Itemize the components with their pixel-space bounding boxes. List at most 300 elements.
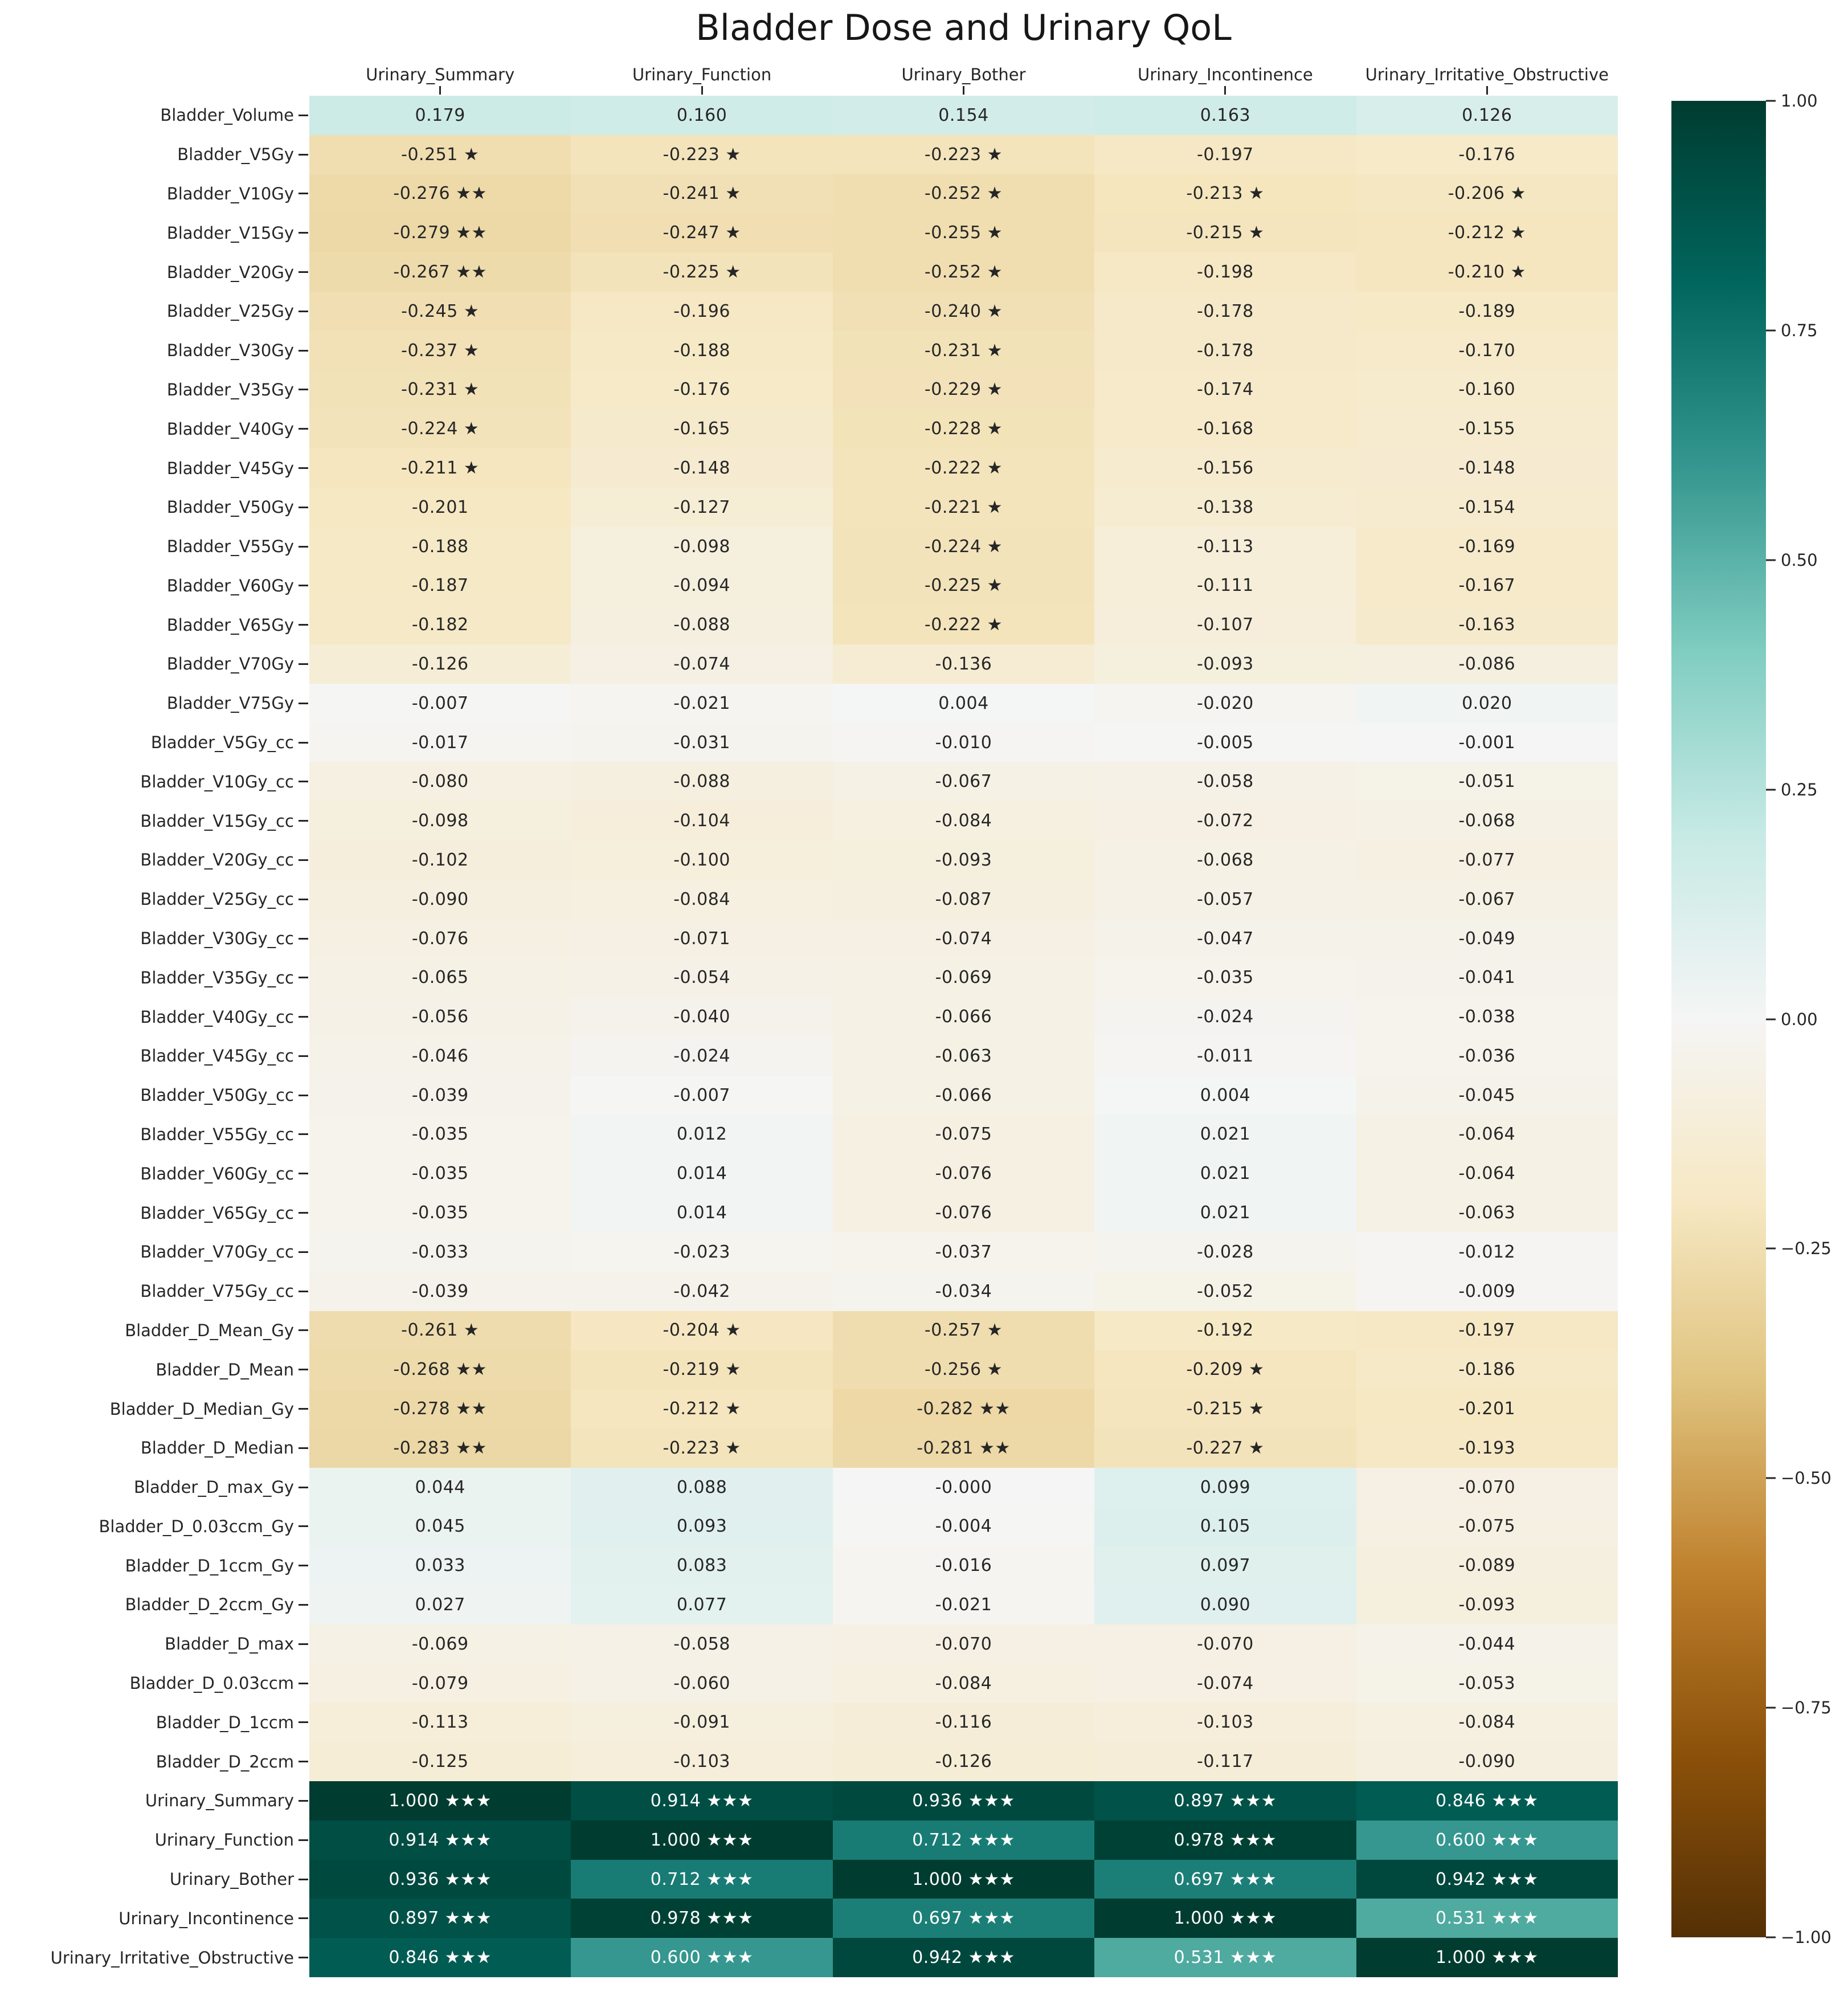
heatmap-cell: -0.076 xyxy=(833,1193,1094,1232)
heatmap-cell: -0.091 xyxy=(571,1703,832,1742)
heatmap-cell: -0.052 xyxy=(1094,1272,1356,1311)
heatmap-cell: -0.224 ★ xyxy=(309,409,571,448)
colorbar-tick-label: −0.75 xyxy=(1781,1698,1831,1718)
heatmap-cell: -0.058 xyxy=(1094,762,1356,801)
heatmap-cell: -0.193 xyxy=(1356,1428,1618,1468)
heatmap-cell: -0.104 xyxy=(571,801,832,840)
row-label: Bladder_V55Gy xyxy=(166,537,294,557)
heatmap-cell: -0.035 xyxy=(1094,958,1356,997)
heatmap-cell: 0.846 ★★★ xyxy=(309,1938,571,1977)
heatmap-cell: -0.163 xyxy=(1356,605,1618,644)
heatmap-cell: -0.222 ★ xyxy=(833,448,1094,488)
heatmap-cell: -0.251 ★ xyxy=(309,135,571,174)
heatmap-cell: -0.170 xyxy=(1356,331,1618,370)
heatmap-cell: -0.187 xyxy=(309,566,571,605)
y-axis-tick xyxy=(299,899,308,900)
y-axis-tick xyxy=(299,1133,308,1135)
heatmap-cell: -0.058 xyxy=(571,1624,832,1664)
heatmap-cell: -0.074 xyxy=(571,644,832,684)
heatmap-cell: -0.084 xyxy=(571,880,832,919)
heatmap-cell: -0.201 xyxy=(1356,1389,1618,1428)
row-label: Bladder_V10Gy xyxy=(166,183,294,203)
heatmap-cell: -0.103 xyxy=(571,1742,832,1781)
heatmap-cell: -0.038 xyxy=(1356,997,1618,1036)
heatmap-cell: -0.028 xyxy=(1094,1232,1356,1272)
heatmap-cell: -0.206 ★ xyxy=(1356,174,1618,214)
heatmap-cell: -0.209 ★ xyxy=(1094,1350,1356,1389)
heatmap-cell: -0.169 xyxy=(1356,527,1618,566)
heatmap-cell: 0.600 ★★★ xyxy=(571,1938,832,1977)
heatmap-cell: -0.004 xyxy=(833,1507,1094,1546)
heatmap-cell: 0.978 ★★★ xyxy=(571,1899,832,1938)
heatmap-cell: -0.077 xyxy=(1356,840,1618,880)
heatmap-cell: -0.126 xyxy=(309,644,571,684)
row-label: Bladder_V5Gy_cc xyxy=(150,733,294,753)
heatmap-cell: -0.215 ★ xyxy=(1094,1389,1356,1428)
heatmap-cell: -0.049 xyxy=(1356,919,1618,958)
heatmap-cell: -0.224 ★ xyxy=(833,527,1094,566)
heatmap-cell: -0.056 xyxy=(309,997,571,1036)
heatmap-cell: -0.148 xyxy=(571,448,832,488)
row-label: Bladder_D_0.03ccm_Gy xyxy=(99,1516,294,1536)
heatmap-cell: -0.279 ★★ xyxy=(309,213,571,252)
y-axis-tick xyxy=(299,311,308,312)
y-axis-tick xyxy=(299,1095,308,1096)
heatmap-cell: 0.942 ★★★ xyxy=(833,1938,1094,1977)
colorbar-tick xyxy=(1766,1937,1776,1938)
row-label: Bladder_V75Gy_cc xyxy=(140,1281,294,1301)
heatmap-cell: 0.160 xyxy=(571,96,832,135)
heatmap-cell: -0.035 xyxy=(309,1154,571,1193)
heatmap-cell: 0.531 ★★★ xyxy=(1356,1899,1618,1938)
row-labels xyxy=(0,96,294,1977)
heatmap-cell: -0.261 ★ xyxy=(309,1311,571,1350)
heatmap-cell: -0.136 xyxy=(833,644,1094,684)
y-axis-tick xyxy=(299,820,308,822)
heatmap-cell: -0.245 ★ xyxy=(309,292,571,331)
heatmap-cell: -0.155 xyxy=(1356,409,1618,448)
y-axis-tick xyxy=(299,1016,308,1018)
heatmap-cell: -0.023 xyxy=(571,1232,832,1272)
heatmap-cell: -0.000 xyxy=(833,1468,1094,1507)
heatmap-cell: -0.037 xyxy=(833,1232,1094,1272)
y-axis-tick xyxy=(299,1643,308,1645)
heatmap-cell: -0.024 xyxy=(571,1036,832,1076)
heatmap-cell: 1.000 ★★★ xyxy=(1356,1938,1618,1977)
heatmap-cell: -0.227 ★ xyxy=(1094,1428,1356,1468)
heatmap-cell: -0.071 xyxy=(571,919,832,958)
heatmap-cell: -0.089 xyxy=(1356,1546,1618,1585)
heatmap-cell: -0.093 xyxy=(833,840,1094,880)
colorbar-tick xyxy=(1766,1248,1776,1250)
heatmap-cell: -0.040 xyxy=(571,997,832,1036)
heatmap-cell: -0.090 xyxy=(309,880,571,919)
heatmap-cell: 0.004 xyxy=(1094,1076,1356,1115)
heatmap-cell: -0.196 xyxy=(571,292,832,331)
heatmap-cell: -0.068 xyxy=(1356,801,1618,840)
heatmap-cell: -0.093 xyxy=(1356,1585,1618,1624)
colorbar-tick-label: 1.00 xyxy=(1781,91,1818,111)
heatmap-cell: 0.020 xyxy=(1356,684,1618,723)
heatmap-cell: -0.241 ★ xyxy=(571,174,832,214)
row-label: Bladder_V15Gy xyxy=(166,223,294,243)
heatmap-cell: -0.252 ★ xyxy=(833,174,1094,214)
heatmap-cell: -0.088 xyxy=(571,605,832,644)
heatmap-cell: -0.098 xyxy=(309,801,571,840)
heatmap-cell: 0.154 xyxy=(833,96,1094,135)
heatmap-cell: -0.033 xyxy=(309,1232,571,1272)
heatmap-cell: -0.165 xyxy=(571,409,832,448)
heatmap-cell: -0.229 ★ xyxy=(833,370,1094,410)
heatmap-cell: -0.075 xyxy=(833,1115,1094,1154)
heatmap-cell: -0.116 xyxy=(833,1703,1094,1742)
heatmap-cell: 0.897 ★★★ xyxy=(1094,1781,1356,1821)
row-label: Bladder_D_Mean_Gy xyxy=(125,1320,294,1340)
row-label: Bladder_V65Gy xyxy=(166,615,294,635)
heatmap-cell: -0.094 xyxy=(571,566,832,605)
heatmap-cell: -0.178 xyxy=(1094,292,1356,331)
heatmap-cell: 0.531 ★★★ xyxy=(1094,1938,1356,1977)
heatmap-cell: 0.942 ★★★ xyxy=(1356,1860,1618,1899)
heatmap-cell: -0.231 ★ xyxy=(309,370,571,410)
row-label: Bladder_D_1ccm xyxy=(156,1712,294,1732)
heatmap-cell: -0.088 xyxy=(571,762,832,801)
heatmap-cell: -0.188 xyxy=(309,527,571,566)
heatmap-cell: -0.283 ★★ xyxy=(309,1428,571,1468)
heatmap-cell: -0.237 ★ xyxy=(309,331,571,370)
row-label: Bladder_V45Gy_cc xyxy=(140,1046,294,1066)
y-axis-tick xyxy=(299,703,308,704)
heatmap-cell: -0.054 xyxy=(571,958,832,997)
heatmap-cell: -0.219 ★ xyxy=(571,1350,832,1389)
heatmap-cell: -0.076 xyxy=(309,919,571,958)
y-axis-tick xyxy=(299,1369,308,1370)
heatmap-cell: -0.223 ★ xyxy=(833,135,1094,174)
heatmap-cell: 0.712 ★★★ xyxy=(571,1860,832,1899)
heatmap-cell: -0.076 xyxy=(833,1154,1094,1193)
heatmap-cell: 0.088 xyxy=(571,1468,832,1507)
row-label: Urinary_Bother xyxy=(169,1870,294,1889)
y-axis-tick xyxy=(299,350,308,352)
heatmap-cell: 1.000 ★★★ xyxy=(571,1821,832,1860)
heatmap-cell: 0.163 xyxy=(1094,96,1356,135)
column-header: Urinary_Incontinence xyxy=(1138,65,1313,85)
heatmap-cell: -0.268 ★★ xyxy=(309,1350,571,1389)
heatmap-cell: -0.020 xyxy=(1094,684,1356,723)
heatmap-cell: -0.168 xyxy=(1094,409,1356,448)
y-axis-tick xyxy=(299,1251,308,1253)
colorbar-tick-label: 0.50 xyxy=(1781,550,1818,570)
chart-title: Bladder Dose and Urinary QoL xyxy=(696,7,1232,48)
y-axis-tick xyxy=(299,1408,308,1410)
heatmap-cell: -0.278 ★★ xyxy=(309,1389,571,1428)
y-axis-tick xyxy=(299,1487,308,1488)
heatmap-cell: -0.093 xyxy=(1094,644,1356,684)
heatmap-cell: 0.090 xyxy=(1094,1585,1356,1624)
heatmap-cell: -0.063 xyxy=(833,1036,1094,1076)
heatmap-cell: 0.097 xyxy=(1094,1546,1356,1585)
row-label: Bladder_D_Median_Gy xyxy=(109,1399,294,1419)
heatmap-cell: -0.201 xyxy=(309,488,571,527)
heatmap-cell: -0.174 xyxy=(1094,370,1356,410)
heatmap-cell: -0.042 xyxy=(571,1272,832,1311)
heatmap-cell: 0.033 xyxy=(309,1546,571,1585)
row-label: Bladder_D_2ccm xyxy=(156,1752,294,1771)
heatmap-cell: -0.225 ★ xyxy=(571,252,832,292)
heatmap-cell: 0.093 xyxy=(571,1507,832,1546)
row-label: Bladder_V25Gy xyxy=(166,301,294,321)
heatmap-cell: -0.011 xyxy=(1094,1036,1356,1076)
heatmap-cell: -0.060 xyxy=(571,1664,832,1703)
heatmap-cell: -0.017 xyxy=(309,723,571,762)
column-header: Urinary_Bother xyxy=(901,65,1026,85)
row-label: Bladder_V20Gy_cc xyxy=(140,850,294,870)
heatmap-cell: -0.079 xyxy=(309,1664,571,1703)
heatmap-cell: -0.204 ★ xyxy=(571,1311,832,1350)
heatmap-cell: -0.192 xyxy=(1094,1311,1356,1350)
heatmap-cell: -0.053 xyxy=(1356,1664,1618,1703)
heatmap-cell: -0.160 xyxy=(1356,370,1618,410)
row-label: Bladder_V20Gy xyxy=(166,262,294,282)
colorbar-tick-label: −0.50 xyxy=(1781,1468,1831,1488)
y-axis-tick xyxy=(299,1525,308,1527)
heatmap-cell: -0.222 ★ xyxy=(833,605,1094,644)
heatmap-cell: -0.176 xyxy=(1356,135,1618,174)
heatmap-cell: -0.084 xyxy=(833,1664,1094,1703)
column-header: Urinary_Summary xyxy=(366,65,515,85)
heatmap-cell: -0.247 ★ xyxy=(571,213,832,252)
heatmap-cell: -0.231 ★ xyxy=(833,331,1094,370)
heatmap-cell: -0.117 xyxy=(1094,1742,1356,1781)
heatmap-cell: -0.064 xyxy=(1356,1115,1618,1154)
heatmap-cell: -0.065 xyxy=(309,958,571,997)
heatmap-cell: 0.077 xyxy=(571,1585,832,1624)
y-axis-tick xyxy=(299,663,308,665)
heatmap-cell: -0.046 xyxy=(309,1036,571,1076)
heatmap-cell: -0.012 xyxy=(1356,1232,1618,1272)
row-label: Bladder_V30Gy_cc xyxy=(140,929,294,948)
row-label: Urinary_Function xyxy=(154,1830,294,1850)
heatmap-cell: 0.099 xyxy=(1094,1468,1356,1507)
heatmap-cell: 0.712 ★★★ xyxy=(833,1821,1094,1860)
row-label: Urinary_Incontinence xyxy=(118,1908,294,1928)
heatmap-cell: 0.697 ★★★ xyxy=(1094,1860,1356,1899)
heatmap-cell: -0.066 xyxy=(833,1076,1094,1115)
y-axis-tick xyxy=(299,742,308,744)
y-axis-tick xyxy=(299,546,308,548)
heatmap-cell: -0.034 xyxy=(833,1272,1094,1311)
row-label: Bladder_V70Gy_cc xyxy=(140,1242,294,1262)
y-axis-tick xyxy=(299,585,308,586)
row-label: Bladder_V70Gy xyxy=(166,654,294,674)
y-axis-tick xyxy=(299,938,308,940)
heatmap-grid xyxy=(309,96,1618,1977)
heatmap-cell: -0.021 xyxy=(571,684,832,723)
row-label: Bladder_V40Gy_cc xyxy=(140,1007,294,1027)
y-axis-tick xyxy=(299,193,308,194)
row-label: Urinary_Summary xyxy=(145,1791,294,1811)
heatmap-cell: -0.178 xyxy=(1094,331,1356,370)
row-label: Bladder_Volume xyxy=(160,105,294,125)
y-axis-tick xyxy=(299,507,308,508)
y-axis-tick xyxy=(299,1761,308,1762)
heatmap-cell: -0.223 ★ xyxy=(571,1428,832,1468)
heatmap-cell: -0.257 ★ xyxy=(833,1311,1094,1350)
y-axis-tick xyxy=(299,1683,308,1684)
heatmap-cell: -0.189 xyxy=(1356,292,1618,331)
colorbar-tick-label: 0.75 xyxy=(1781,320,1818,340)
heatmap-cell: 0.014 xyxy=(571,1154,832,1193)
heatmap-cell: 0.021 xyxy=(1094,1193,1356,1232)
heatmap-cell: -0.069 xyxy=(833,958,1094,997)
y-axis-tick xyxy=(299,154,308,156)
heatmap-cell: -0.102 xyxy=(309,840,571,880)
heatmap-cell: 0.004 xyxy=(833,684,1094,723)
y-axis-tick xyxy=(299,781,308,782)
row-label: Urinary_Irritative_Obstructive xyxy=(50,1948,294,1968)
heatmap-cell: -0.070 xyxy=(1356,1468,1618,1507)
heatmap-cell: -0.075 xyxy=(1356,1507,1618,1546)
row-label: Bladder_V35Gy_cc xyxy=(140,968,294,987)
heatmap-cell: -0.126 xyxy=(833,1742,1094,1781)
column-header: Urinary_Irritative_Obstructive xyxy=(1365,65,1609,85)
heatmap-cell: -0.070 xyxy=(1094,1624,1356,1664)
y-axis-tick xyxy=(299,389,308,390)
heatmap-cell: -0.188 xyxy=(571,331,832,370)
x-axis-tick xyxy=(963,86,964,95)
heatmap-cell: -0.197 xyxy=(1094,135,1356,174)
heatmap-cell: -0.107 xyxy=(1094,605,1356,644)
heatmap-cell: -0.031 xyxy=(571,723,832,762)
y-axis-tick xyxy=(299,1329,308,1331)
heatmap-cell: 0.600 ★★★ xyxy=(1356,1821,1618,1860)
heatmap-cell: 0.897 ★★★ xyxy=(309,1899,571,1938)
heatmap-cell: -0.090 xyxy=(1356,1742,1618,1781)
heatmap-cell: -0.024 xyxy=(1094,997,1356,1036)
heatmap-cell: -0.041 xyxy=(1356,958,1618,997)
heatmap-cell: 0.014 xyxy=(571,1193,832,1232)
heatmap-cell: 0.914 ★★★ xyxy=(571,1781,832,1821)
row-label: Bladder_V50Gy_cc xyxy=(140,1085,294,1105)
heatmap-cell: -0.016 xyxy=(833,1546,1094,1585)
heatmap-cell: 0.021 xyxy=(1094,1115,1356,1154)
heatmap-cell: -0.007 xyxy=(309,684,571,723)
y-axis-tick xyxy=(299,1721,308,1723)
row-label: Bladder_V40Gy xyxy=(166,419,294,439)
heatmap-cell: 1.000 ★★★ xyxy=(833,1860,1094,1899)
colorbar-tick xyxy=(1766,100,1776,102)
y-axis-tick xyxy=(299,1917,308,1919)
row-label: Bladder_V50Gy xyxy=(166,497,294,517)
y-axis-tick xyxy=(299,624,308,626)
heatmap-cell: -0.010 xyxy=(833,723,1094,762)
heatmap-cell: -0.255 ★ xyxy=(833,213,1094,252)
heatmap-cell: -0.084 xyxy=(833,801,1094,840)
heatmap-cell: -0.051 xyxy=(1356,762,1618,801)
x-axis-tick xyxy=(439,86,441,95)
heatmap-cell: 0.936 ★★★ xyxy=(833,1781,1094,1821)
heatmap-cell: -0.044 xyxy=(1356,1624,1618,1664)
y-axis-tick xyxy=(299,1839,308,1841)
heatmap-cell: -0.210 ★ xyxy=(1356,252,1618,292)
heatmap-cell: -0.267 ★★ xyxy=(309,252,571,292)
heatmap-cell: -0.212 ★ xyxy=(571,1389,832,1428)
y-axis-tick xyxy=(299,428,308,430)
heatmap-cell: -0.057 xyxy=(1094,880,1356,919)
heatmap-cell: -0.084 xyxy=(1356,1703,1618,1742)
heatmap-cell: 0.021 xyxy=(1094,1154,1356,1193)
heatmap-cell: -0.186 xyxy=(1356,1350,1618,1389)
row-label: Bladder_V55Gy_cc xyxy=(140,1124,294,1144)
row-label: Bladder_D_max xyxy=(165,1634,294,1654)
heatmap-cell: -0.223 ★ xyxy=(571,135,832,174)
y-axis-tick xyxy=(299,1957,308,1958)
heatmap-cell: 0.045 xyxy=(309,1507,571,1546)
colorbar-tick-label: −1.00 xyxy=(1781,1928,1831,1947)
heatmap-cell: -0.213 ★ xyxy=(1094,174,1356,214)
heatmap-cell: -0.009 xyxy=(1356,1272,1618,1311)
heatmap-cell: -0.256 ★ xyxy=(833,1350,1094,1389)
heatmap-cell: -0.221 ★ xyxy=(833,488,1094,527)
row-label: Bladder_V30Gy xyxy=(166,341,294,361)
heatmap-cell: -0.276 ★★ xyxy=(309,174,571,214)
heatmap-cell: -0.215 ★ xyxy=(1094,213,1356,252)
heatmap-cell: -0.047 xyxy=(1094,919,1356,958)
heatmap-cell: -0.125 xyxy=(309,1742,571,1781)
heatmap-cell: -0.039 xyxy=(309,1272,571,1311)
heatmap-cell: -0.086 xyxy=(1356,644,1618,684)
heatmap-cell: 1.000 ★★★ xyxy=(1094,1899,1356,1938)
y-axis-tick xyxy=(299,859,308,861)
row-label: Bladder_V15Gy_cc xyxy=(140,811,294,831)
row-label: Bladder_V60Gy xyxy=(166,575,294,595)
heatmap-cell: -0.111 xyxy=(1094,566,1356,605)
heatmap-cell: -0.005 xyxy=(1094,723,1356,762)
colorbar-tick xyxy=(1766,1477,1776,1479)
heatmap-cell: -0.211 ★ xyxy=(309,448,571,488)
heatmap-cell: -0.176 xyxy=(571,370,832,410)
heatmap-cell: 0.012 xyxy=(571,1115,832,1154)
column-header: Urinary_Function xyxy=(632,65,772,85)
x-axis-tick xyxy=(1486,86,1488,95)
heatmap-cell: -0.067 xyxy=(833,762,1094,801)
heatmap-cell: -0.138 xyxy=(1094,488,1356,527)
heatmap-cell: -0.045 xyxy=(1356,1076,1618,1115)
row-label: Bladder_V10Gy_cc xyxy=(140,772,294,791)
row-label: Bladder_D_0.03ccm xyxy=(129,1673,294,1693)
row-label: Bladder_D_max_Gy xyxy=(134,1477,294,1497)
heatmap-cell: -0.225 ★ xyxy=(833,566,1094,605)
heatmap-cell: 0.027 xyxy=(309,1585,571,1624)
heatmap-cell: -0.154 xyxy=(1356,488,1618,527)
colorbar-tick-label: 0.25 xyxy=(1781,779,1818,799)
row-label: Bladder_V65Gy_cc xyxy=(140,1203,294,1223)
heatmap-cell: -0.036 xyxy=(1356,1036,1618,1076)
heatmap-cell: -0.156 xyxy=(1094,448,1356,488)
heatmap-cell: -0.070 xyxy=(833,1624,1094,1664)
colorbar-tick xyxy=(1766,1707,1776,1709)
heatmap-cell: -0.035 xyxy=(309,1193,571,1232)
row-label: Bladder_D_Median xyxy=(140,1438,294,1458)
heatmap-cell: -0.281 ★★ xyxy=(833,1428,1094,1468)
row-label: Bladder_V35Gy xyxy=(166,379,294,399)
y-axis-tick xyxy=(299,1055,308,1057)
row-label: Bladder_V25Gy_cc xyxy=(140,889,294,909)
row-label: Bladder_D_1ccm_Gy xyxy=(125,1556,294,1575)
heatmap-cell: -0.007 xyxy=(571,1076,832,1115)
heatmap-cell: 0.044 xyxy=(309,1468,571,1507)
heatmap-cell: -0.212 ★ xyxy=(1356,213,1618,252)
